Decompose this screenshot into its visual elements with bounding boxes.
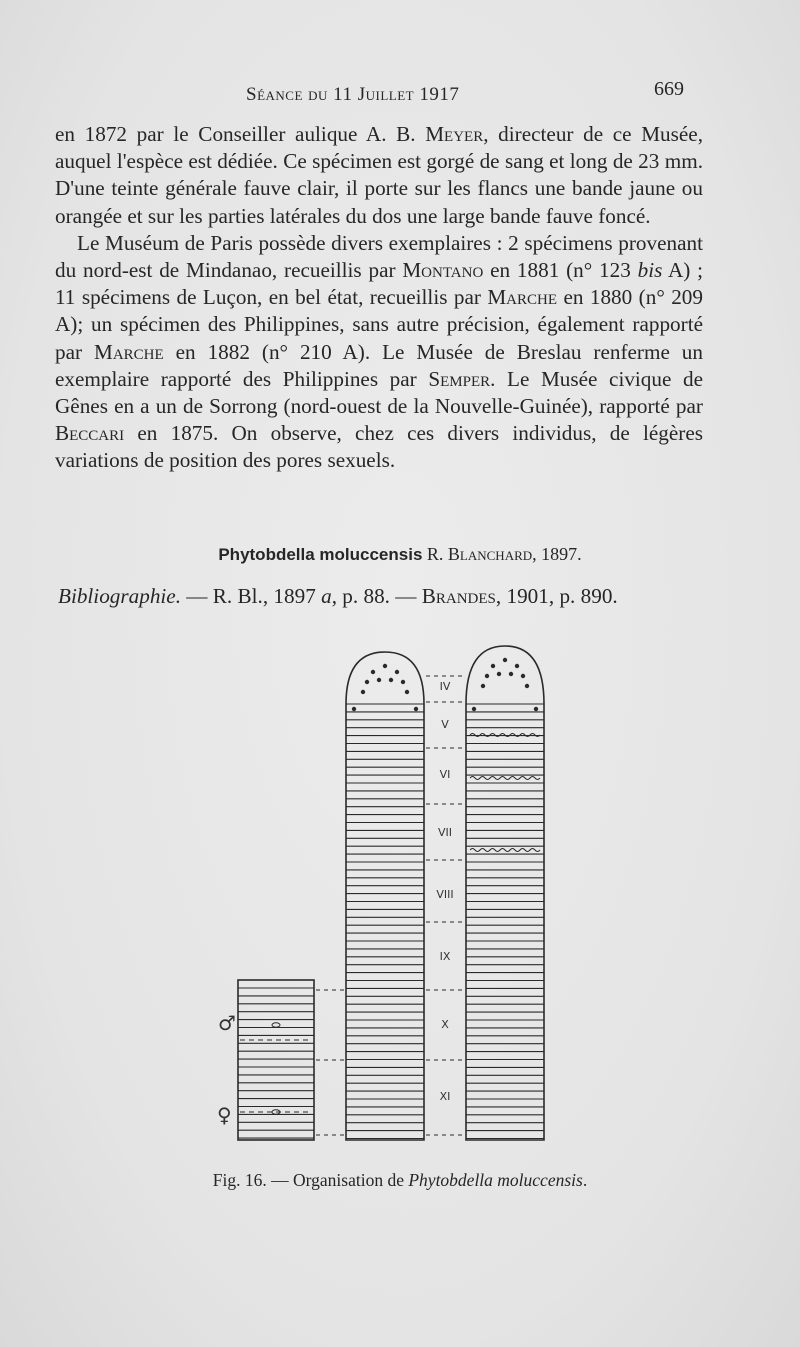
body-text <box>55 121 703 475</box>
somite-boundary-lines <box>316 676 464 1135</box>
page-header <box>0 78 800 108</box>
eye-spot <box>481 684 485 688</box>
leech-organisation-diagram <box>200 640 560 1150</box>
eye-spot <box>352 707 356 711</box>
text-run: A) ; 11 spécimens de Luçon, en bel état, recueillis par <box>55 258 704 310</box>
bibliography <box>58 582 703 610</box>
eye-spot <box>497 672 501 676</box>
text-run: en 1880 (n° 209 A); un spécimen des Philippines, sans autre précision, également rapporté par <box>55 285 703 364</box>
eye-spot <box>405 690 409 694</box>
eye-spot <box>414 707 418 711</box>
eye-spot <box>503 658 507 662</box>
somite-label: IV <box>439 680 451 693</box>
person-name: Semper <box>428 366 491 391</box>
text-run: Le Muséum de Paris possède divers exemplaires : 2 spécimens provenant du nord-est de Mindanao, recueillis par <box>55 230 703 283</box>
wavy-line <box>470 777 540 780</box>
eye-spot <box>377 678 381 682</box>
eye-spot <box>515 664 519 668</box>
text-run: . Le Musée civique de Gênes en a un de Sorrong (nord-ouest de la Nouvelle-Guinée), rapporté par <box>55 366 703 419</box>
wavy-line <box>470 849 540 852</box>
eye-spot <box>389 678 393 682</box>
somite-label: VI <box>439 768 451 781</box>
person-name: Beccari <box>55 421 125 446</box>
eye-spot <box>509 672 513 676</box>
caption-suffix: . <box>582 1170 588 1190</box>
figure-caption <box>0 1170 800 1191</box>
person-name: Brandes <box>421 584 496 608</box>
text-run: , directeur de ce Musée, auquel l'espèce est dédiée. Ce spécimen est gorgé de sang et long de 23 mm. D'une teinte générale fauve clair, il porte sur les flancs une bande jaune ou orangée et sur les parties latérales du dos une large bande fauve foncé. <box>55 122 703 228</box>
figure-16 <box>200 640 560 1150</box>
paragraph-1 <box>55 121 703 230</box>
eye-spot <box>361 690 365 694</box>
text-run: en 1872 par le Conseiller aulique A. B. <box>55 122 426 146</box>
left-fragment-diagram <box>238 980 314 1140</box>
right-body-diagram <box>466 646 544 1140</box>
text-run: en 1882 (n° 210 A). Le Musée de Breslau renferme un exemplaire rapporté des Philippines par <box>55 339 703 391</box>
text-run: en 1881 (n° 123 <box>483 258 638 283</box>
female-symbol: ♀ <box>217 1103 232 1127</box>
eye-spot <box>383 664 387 668</box>
person-name: Meyer <box>425 122 484 146</box>
eye-spot <box>485 674 489 678</box>
person-name: Montano <box>402 258 484 283</box>
person-name: Marche <box>94 339 164 364</box>
text-run: — R. Bl., 1897 <box>181 584 322 608</box>
somite-label: VIII <box>436 888 454 901</box>
somite-label: XI <box>439 1090 451 1103</box>
male-symbol: ♂ <box>218 1011 236 1035</box>
eye-spot <box>491 664 495 668</box>
text-run: en 1875. On observe, chez ces divers individus, de légères variations de position des pores sexuels. <box>55 421 703 473</box>
somite-labels <box>436 680 453 1103</box>
eye-spot <box>472 707 476 711</box>
page-number: 669 <box>654 78 684 100</box>
somite-label: IX <box>439 950 451 963</box>
somite-label: V <box>441 718 449 731</box>
somite-label: X <box>441 1018 449 1031</box>
male-pore <box>272 1023 280 1027</box>
middle-body-diagram <box>346 652 424 1140</box>
bibliography-label: Bibliographie. <box>58 584 181 608</box>
paragraph-2 <box>55 230 703 475</box>
species-heading <box>0 544 800 565</box>
species-name: Phytobdella moluccensis <box>218 545 423 564</box>
eye-spot <box>525 684 529 688</box>
italic-text: bis <box>637 258 663 283</box>
eye-spot <box>395 670 399 674</box>
body-outline <box>346 652 424 1140</box>
caption-species: Phytobdella moluccensis <box>408 1170 583 1190</box>
eye-spot <box>534 707 538 711</box>
running-head: Séance du 11 Juillet 1917 <box>246 84 460 105</box>
italic-text: a <box>321 584 332 608</box>
eye-spot <box>521 674 525 678</box>
eye-spot <box>365 680 369 684</box>
caption-prefix: Fig. 16. — Organisation de <box>212 1170 409 1190</box>
person-name: Marche <box>487 285 558 310</box>
eye-spot <box>371 670 375 674</box>
text-run: , 1901, p. 890. <box>495 584 618 608</box>
eye-spot <box>401 680 405 684</box>
species-author: R. Blanchard, 1897. <box>426 544 582 564</box>
somite-label: VII <box>437 826 453 839</box>
text-run: , p. 88. — <box>331 584 422 608</box>
